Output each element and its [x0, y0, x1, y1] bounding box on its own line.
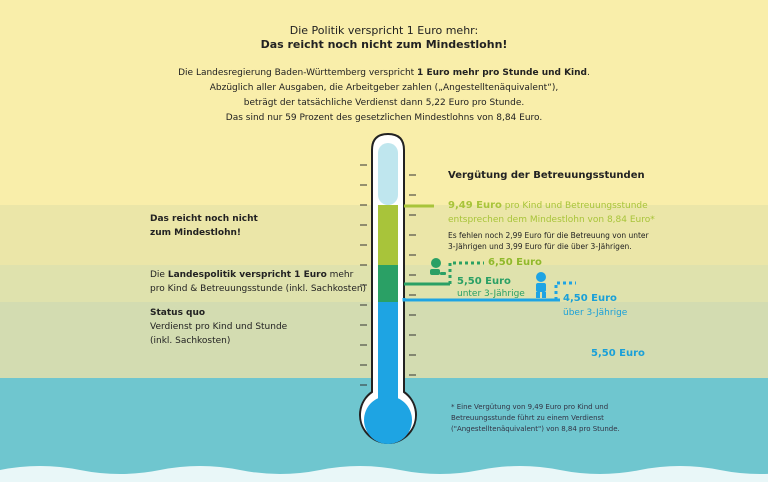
- promise-pre: Die: [150, 270, 168, 280]
- footnote-line-3: ("Angestelltenäquivalent") von 8,84 pro Stunde.: [451, 425, 620, 433]
- over3-new-amount: 5,50 Euro: [591, 348, 645, 359]
- target-text-1: pro Kind und Betreuungsstunde: [501, 201, 648, 211]
- promise-line-2: pro Kind & Betreuungsstunde (inkl. Sachkosten): [150, 284, 367, 294]
- statusquo-line-1: Verdienst pro Kind und Stunde: [150, 322, 288, 332]
- target-block: [448, 199, 655, 227]
- remuneration-title: Vergütung der Betreuungsstunden: [448, 170, 645, 181]
- intro-line-1-pre: Die Landesregierung Baden-Württemberg verspricht: [178, 68, 418, 78]
- missing-line-1: Es fehlen noch 2,99 Euro für die Betreuung von unter: [448, 231, 649, 240]
- target-text-2: entsprechen dem Mindestlohn von 8,84 Euro*: [448, 215, 655, 225]
- intro-line-2: Abzüglich aller Ausgaben, die Arbeitgeber zahlen („Angestelltenäquivalent“),: [209, 83, 559, 93]
- promise-bold: Landespolitik verspricht 1 Euro: [167, 270, 327, 280]
- footnote: [451, 402, 620, 435]
- under3-new-amount: 6,50 Euro: [488, 257, 542, 268]
- thermometer-bulb: [364, 396, 412, 444]
- thermometer-segment-missing: [378, 205, 398, 265]
- thermometer-segment-statusquo: [378, 302, 398, 402]
- bottom-wave: [0, 466, 768, 482]
- missing-text: [448, 230, 649, 252]
- intro-line-4: Das sind nur 59 Prozent des gesetzlichen Mindestlohns von 8,84 Euro.: [225, 113, 543, 123]
- thermometer-segment-promise: [378, 265, 398, 302]
- over3-label: über 3-Jährige: [563, 308, 628, 318]
- promise-post: mehr: [326, 270, 354, 280]
- target-amount: 9,49 Euro: [448, 200, 502, 211]
- statusquo-title: Status quo: [150, 308, 206, 318]
- thermometer-ticks-left: [360, 165, 367, 385]
- notenough-line-1: Das reicht noch nicht: [150, 214, 258, 224]
- child-icon: [536, 272, 546, 298]
- header-line-1: Die Politik verspricht 1 Euro mehr:: [289, 24, 479, 37]
- statusquo-line-2: (inkl. Sachkosten): [150, 336, 231, 346]
- footnote-line-1: * Eine Vergütung von 9,49 Euro pro Kind und: [451, 403, 609, 411]
- intro-line-1-post: .: [587, 68, 590, 78]
- over3-old-amount: 4,50 Euro: [563, 293, 617, 304]
- thermometer-empty-tube: [378, 143, 398, 205]
- intro-line-1-bold: 1 Euro mehr pro Stunde und Kind: [417, 68, 587, 78]
- missing-line-2: 3-Jährigen und 3,99 Euro für die über 3-Jährigen.: [448, 242, 632, 251]
- under3-block: [457, 276, 525, 300]
- notenough-line-2: zum Mindestlohn!: [150, 228, 241, 238]
- under3-label: unter 3-Jährige: [457, 289, 525, 299]
- under3-old-amount: 5,50 Euro: [457, 276, 511, 287]
- over3-block: [563, 292, 627, 320]
- baby-icon: [430, 258, 446, 275]
- footnote-line-2: Betreuungsstunde führt zu einem Verdienst: [451, 414, 604, 422]
- intro-line-3: beträgt der tatsächliche Verdienst dann 5,22 Euro pro Stunde.: [243, 98, 525, 108]
- header-title: Das reicht noch nicht zum Mindestlohn!: [260, 38, 508, 51]
